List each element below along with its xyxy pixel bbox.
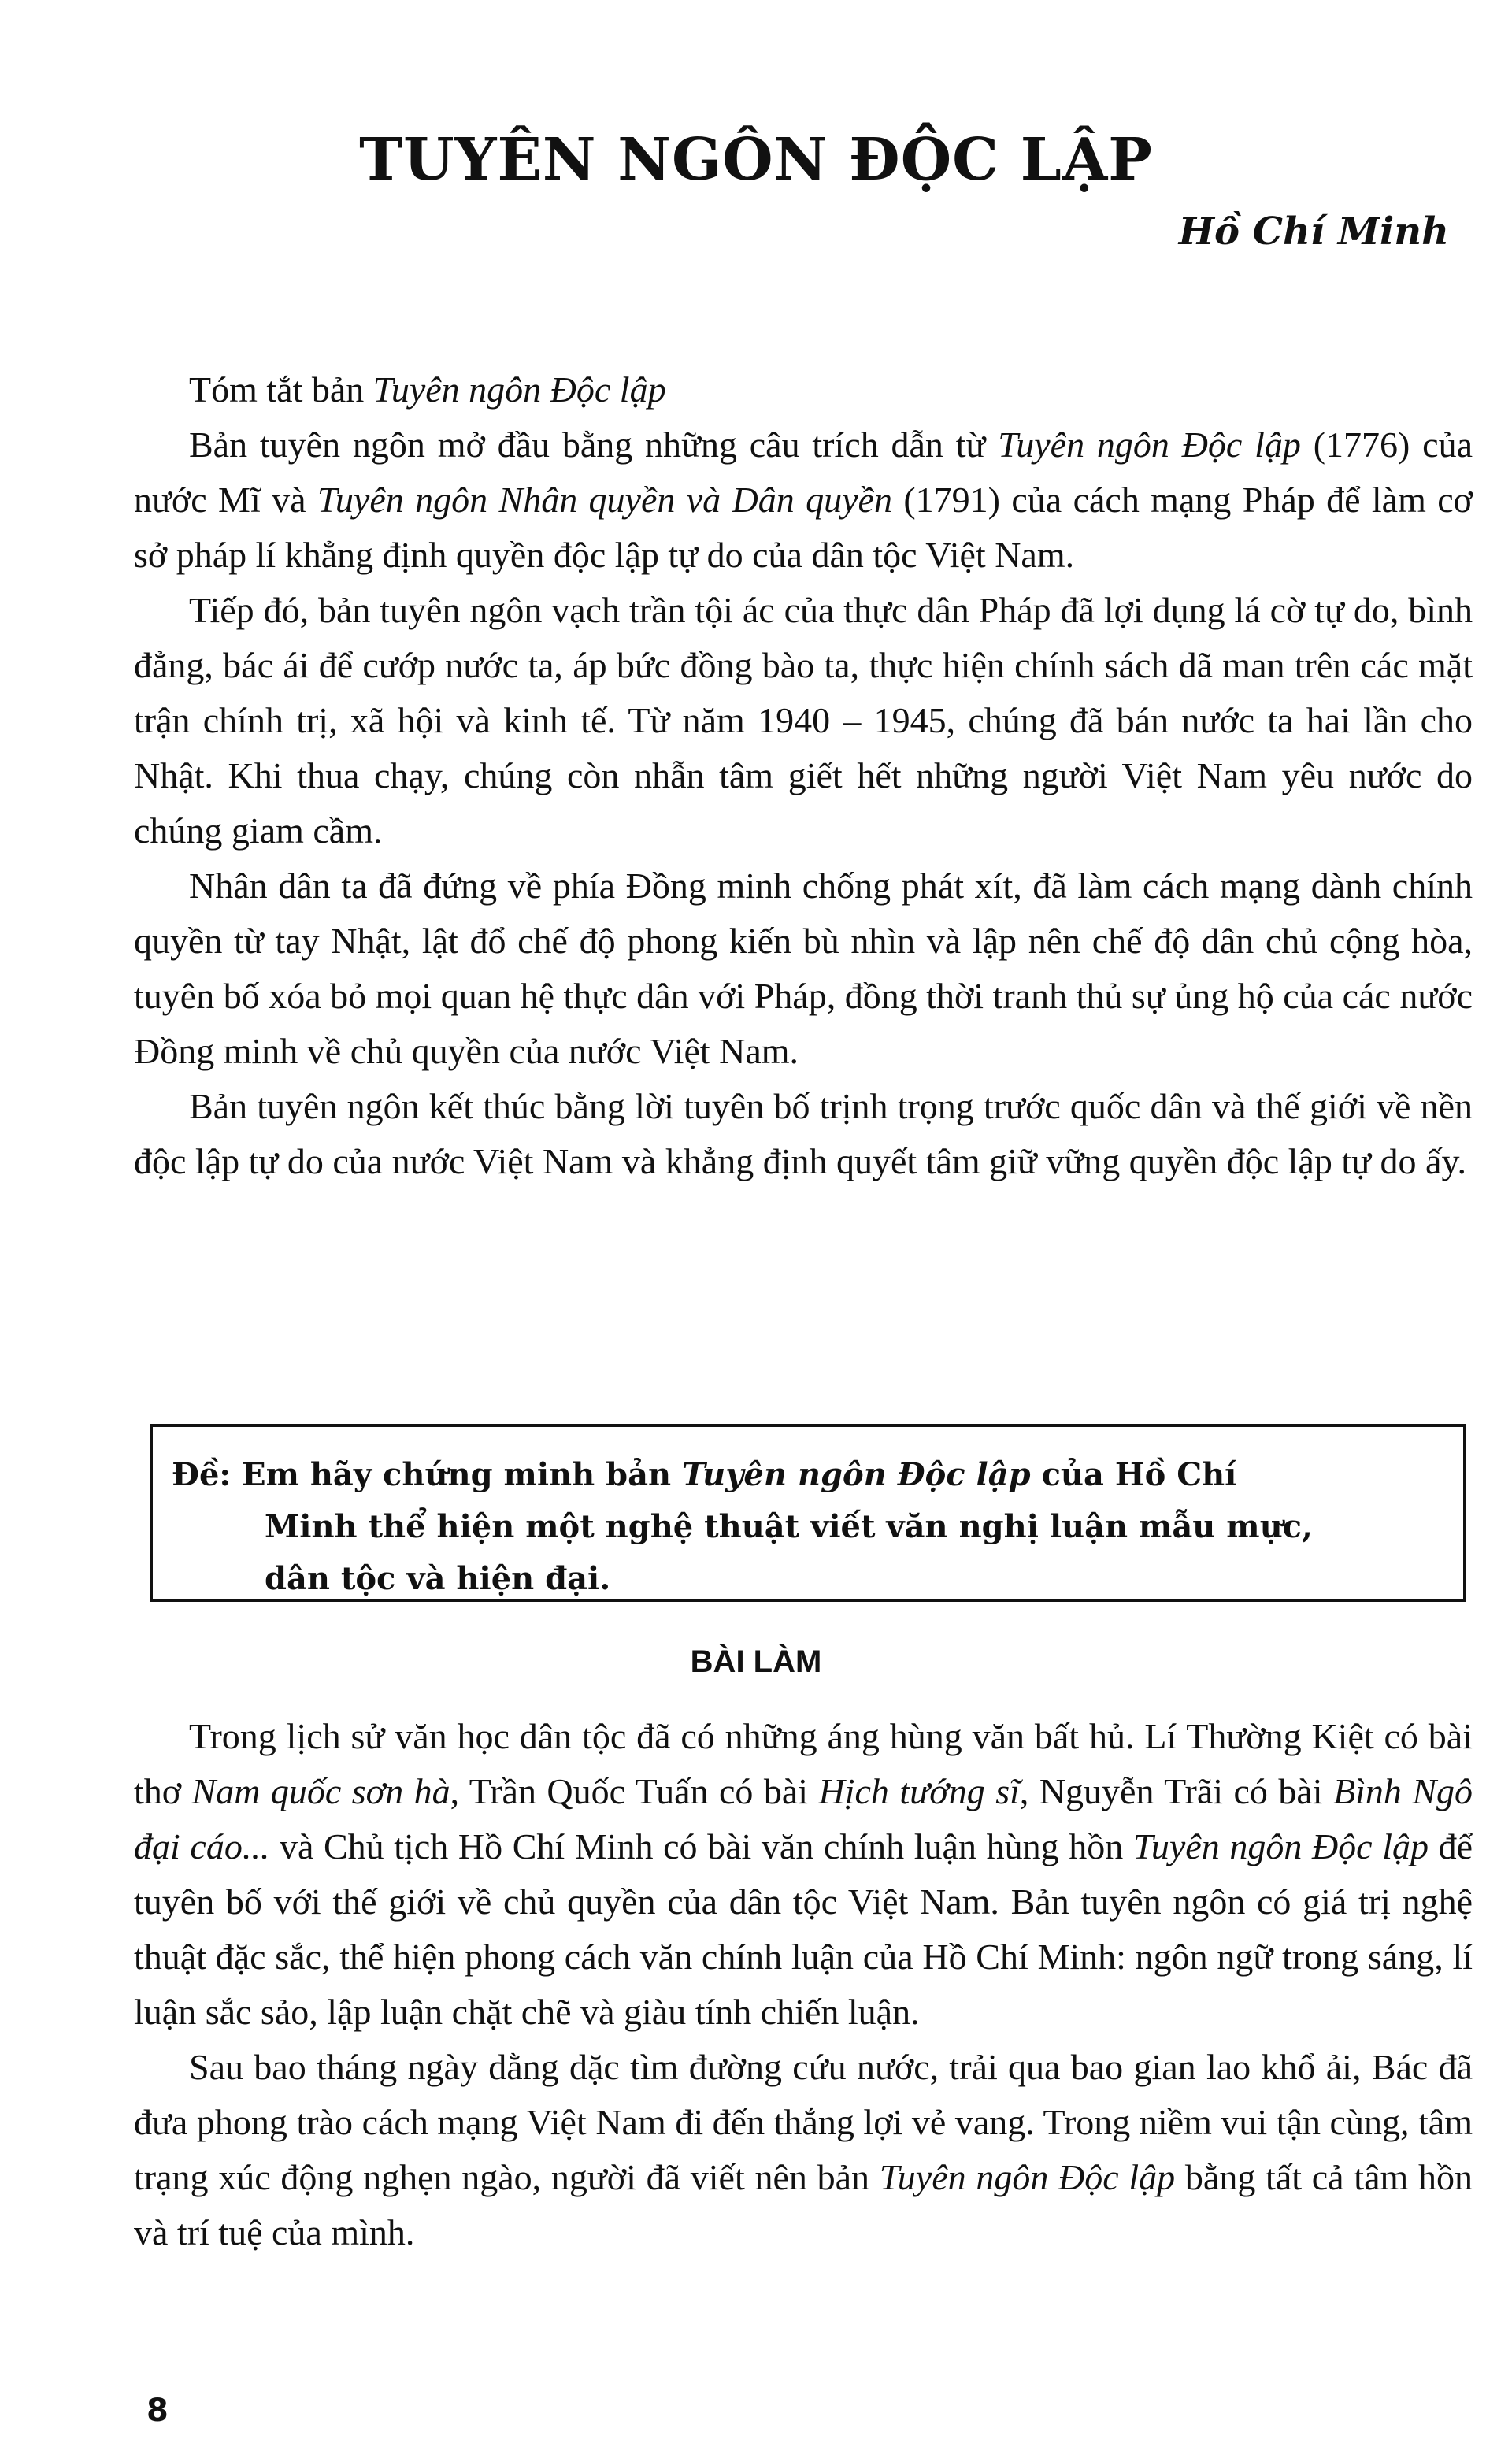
essay-prompt-line-3: dân tộc và hiện đại. xyxy=(265,1560,611,1597)
essay-prompt-box xyxy=(150,1424,1466,1602)
author-name: Hồ Chí Minh xyxy=(1178,209,1449,254)
summary-paragraph-3: Nhân dân ta đã đứng về phía Đồng minh chống phát xít, đã làm cách mạng dành chính quyền từ tay Nhật, lật đổ chế độ phong kiến bù nhìn và lập nên chế độ dân chủ cộng hòa, tuyên bố xóa bỏ mọi quan hệ thực dân với Pháp, đồng thời tranh thủ sự ủng hộ của các nước Đồng minh về chủ quyền của nước Việt Nam. xyxy=(134,866,1473,1071)
summary-heading: Tóm tắt bản Tuyên ngôn Độc lập xyxy=(189,369,666,410)
essay-paragraph-2: Sau bao tháng ngày dằng dặc tìm đường cứu nước, trải qua bao gian lao khổ ải, Bác đã đưa phong trào cách mạng Việt Nam đi đến thắng lợi vẻ vang. Trong niềm vui tận cùng, tâm trạng xúc động nghẹn ngào, người đã viết nên bản Tuyên ngôn Độc lập bằng tất cả tâm hồn và trí tuệ của mình. xyxy=(134,2047,1473,2252)
summary-paragraph-4: Bản tuyên ngôn kết thúc bằng lời tuyên bố trịnh trọng trước quốc dân và thế giới về nền độc lập tự do của nước Việt Nam và khẳng định quyết tâm giữ vững quyền độc lập tự do ấy. xyxy=(134,1086,1473,1181)
page-number: 8 xyxy=(146,2393,169,2429)
essay-prompt-line-2: Minh thể hiện một nghệ thuật viết văn nghị luận mẫu mực, xyxy=(265,1508,1313,1545)
page-title: TUYÊN NGÔN ĐỘC LẬP xyxy=(359,126,1153,194)
essay-prompt-line-1: Đề: Em hãy chứng minh bản Tuyên ngôn Độc lập của Hồ Chí xyxy=(172,1456,1237,1493)
essay-section xyxy=(134,1709,1473,2260)
essay-section-title: BÀI LÀM xyxy=(690,1644,822,1679)
summary-paragraph-1: Bản tuyên ngôn mở đầu bằng những câu trích dẫn từ Tuyên ngôn Độc lập (1776) của nước Mĩ và Tuyên ngôn Nhân quyền và Dân quyền (1791) của cách mạng Pháp để làm cơ sở pháp lí khẳng định quyền độc lập tự do của dân tộc Việt Nam. xyxy=(134,424,1473,575)
summary-paragraph-2: Tiếp đó, bản tuyên ngôn vạch trần tội ác của thực dân Pháp đã lợi dụng lá cờ tự do, bình đẳng, bác ái để cướp nước ta, áp bức đồng bào ta, thực hiện chính sách dã man trên các mặt trận chính trị, xã hội và kinh tế. Từ năm 1940 – 1945, chúng đã bán nước ta hai lần cho Nhật. Khi thua chạy, chúng còn nhẫn tâm giết hết những người Việt Nam yêu nước do chúng giam cầm. xyxy=(134,590,1473,851)
essay-paragraph-1: Trong lịch sử văn học dân tộc đã có những áng hùng văn bất hủ. Lí Thường Kiệt có bài thơ Nam quốc sơn hà, Trần Quốc Tuấn có bài Hịch tướng sĩ, Nguyễn Trãi có bài Bình Ngô đại cáo... và Chủ tịch Hồ Chí Minh có bài văn chính luận hùng hồn Tuyên ngôn Độc lập để tuyên bố với thế giới về chủ quyền của dân tộc Việt Nam. Bản tuyên ngôn có giá trị nghệ thuật đặc sắc, thể hiện phong cách văn chính luận của Hồ Chí Minh: ngôn ngữ trong sáng, lí luận sắc sảo, lập luận chặt chẽ và giàu tính chiến luận. xyxy=(134,1716,1473,2032)
summary-section xyxy=(134,362,1473,1189)
